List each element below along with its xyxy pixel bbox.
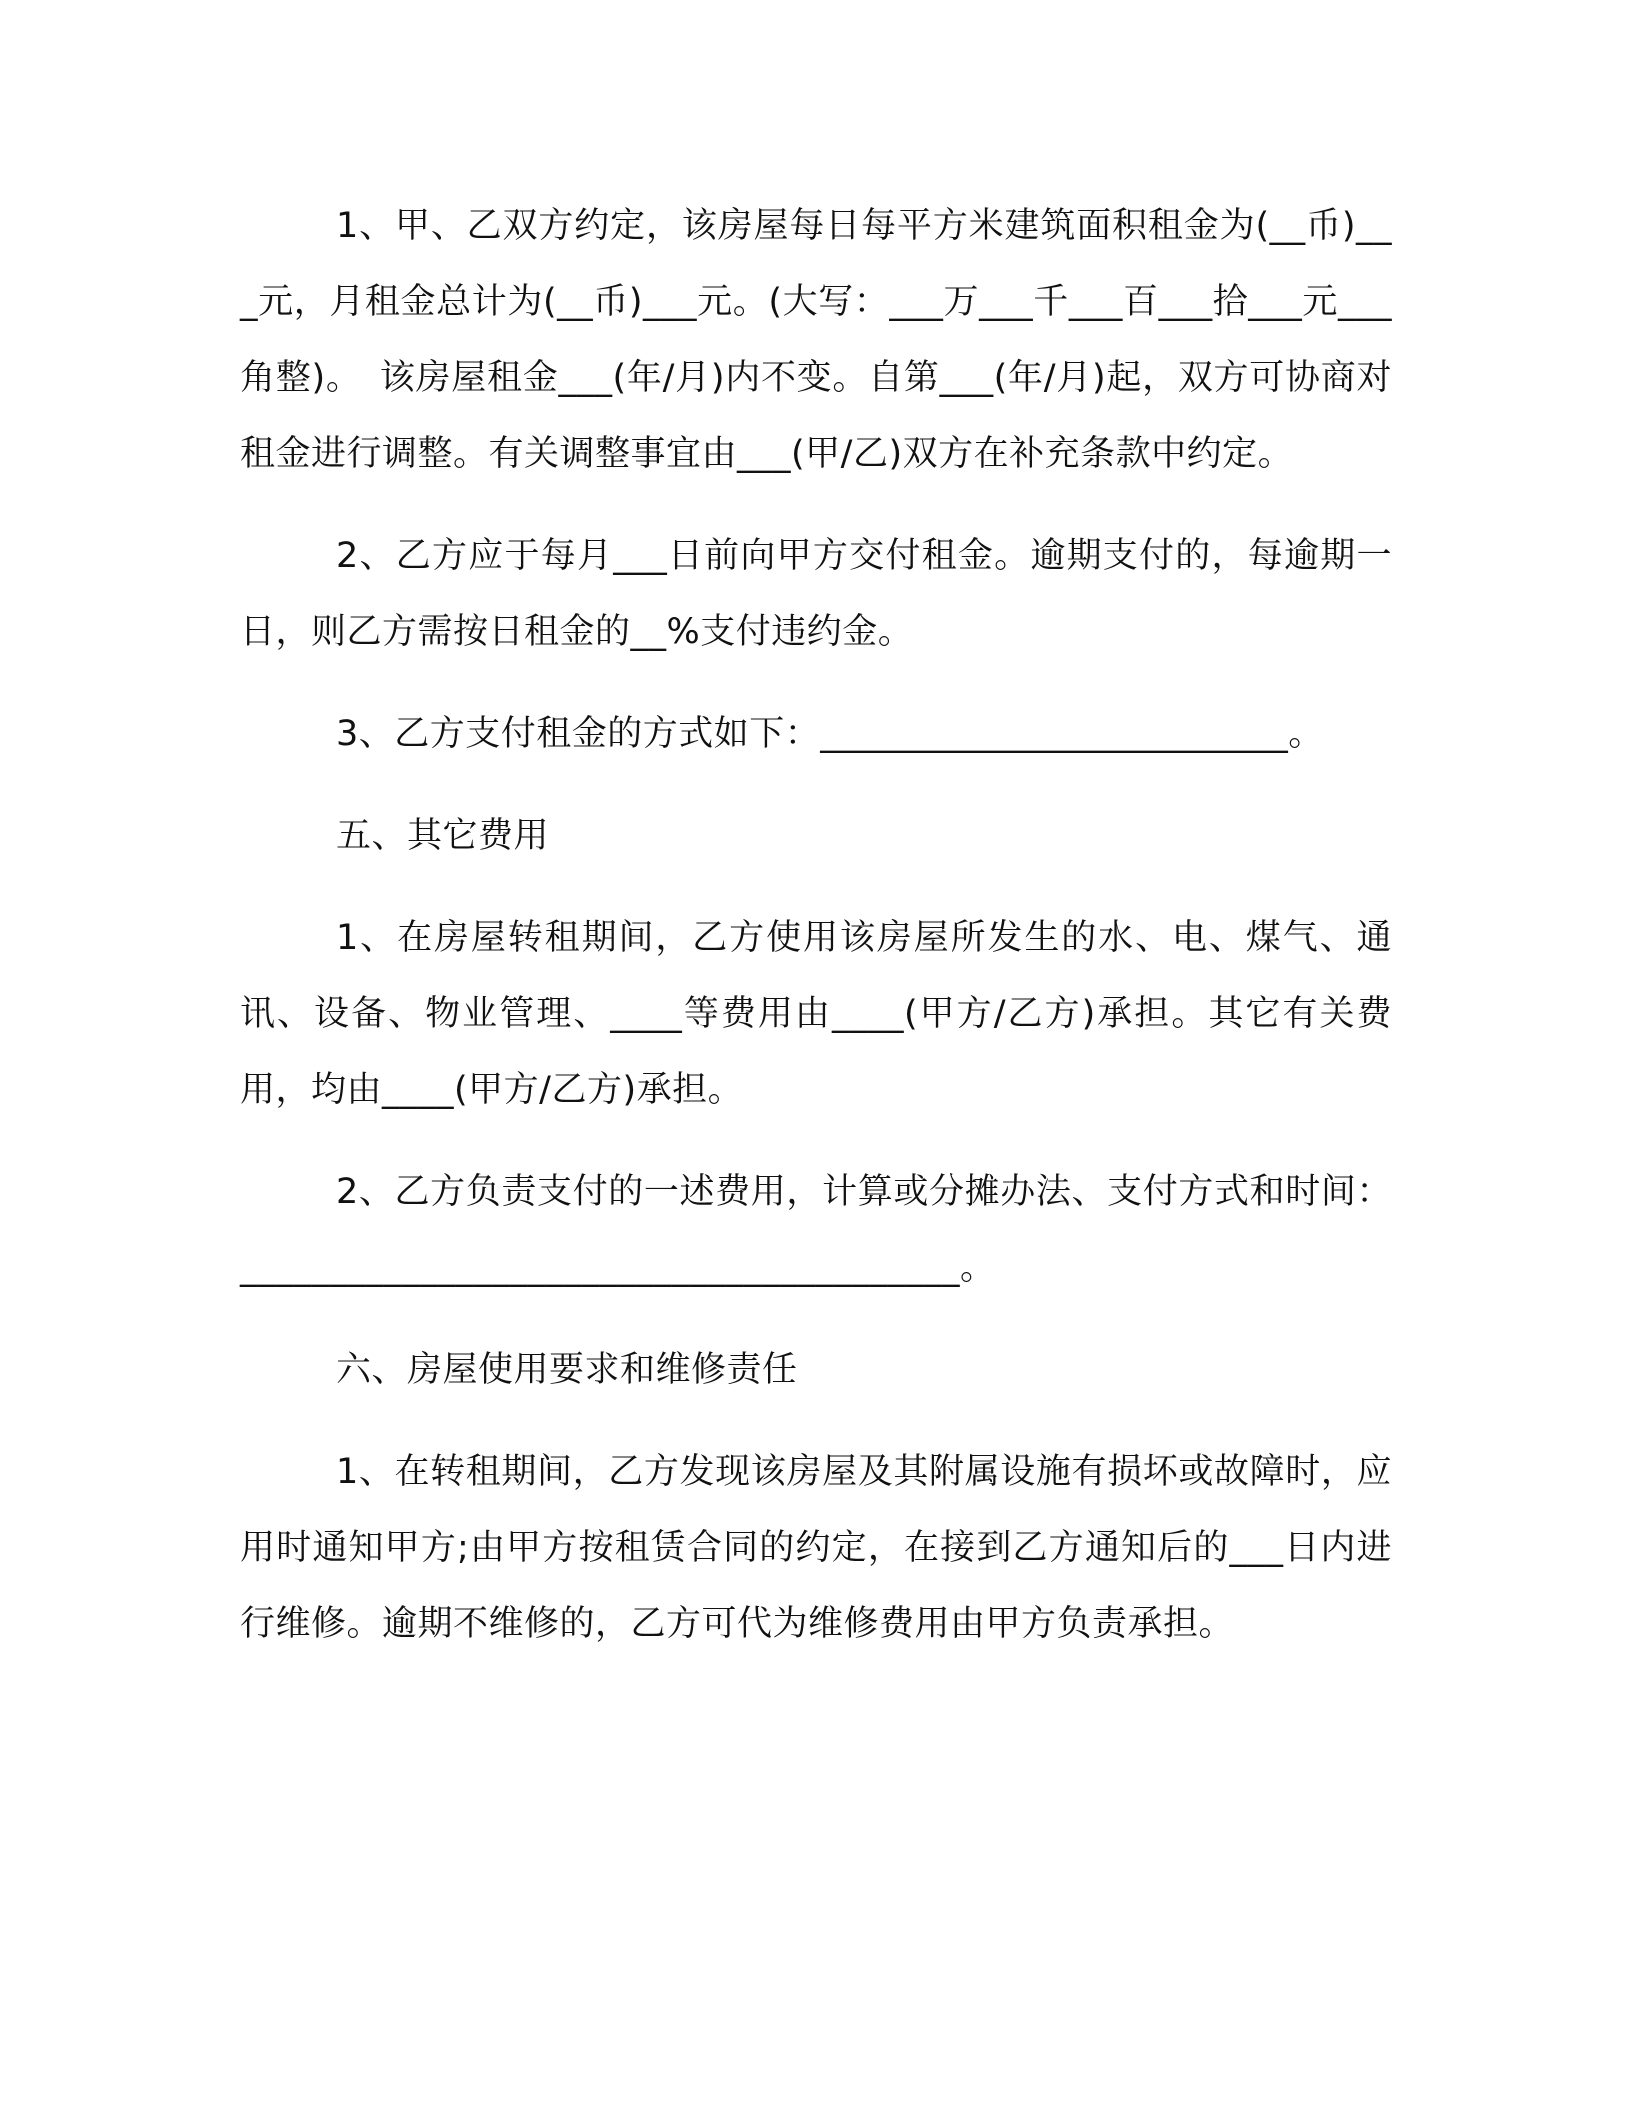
section-heading-usage-maintenance: 六、房屋使用要求和维修责任 xyxy=(336,1350,798,1390)
clause-utility-fees: 1、在房屋转租期间，乙方使用该房屋所发生的水、电、煤气、通讯、设备、物业管理、____等费用由____(甲方/乙方)承担。其它有关费用，均由____(甲方/乙方)承担。 xyxy=(240,918,1392,1110)
clause-fee-calculation: 2、乙方负责支付的一述费用，计算或分摊办法、支付方式和时间：________________________________________。 xyxy=(240,1172,1392,1288)
clause-repair-responsibility: 1、在转租期间，乙方发现该房屋及其附属设施有损坏或故障时，应用时通知甲方;由甲方按租赁合同的约定，在接到乙方通知后的___日内进行维修。逾期不维修的，乙方可代为维修费用由甲方负责承担。 xyxy=(240,1452,1392,1644)
clause-rent-payment-method: 3、乙方支付租金的方式如下：__________________________。 xyxy=(336,714,1324,754)
document-body xyxy=(240,188,1392,1688)
section-heading-other-fees: 五、其它费用 xyxy=(336,816,550,856)
clause-rent-payment-date: 2、乙方应于每月___日前向甲方交付租金。逾期支付的，每逾期一日，则乙方需按日租金的__%支付违约金。 xyxy=(240,536,1392,652)
clause-rent-amount: 1、甲、乙双方约定，该房屋每日每平方米建筑面积租金为(__币)___元，月租金总计为(__币)___元。(大写：___万___千___百___拾___元___角整)。 该房屋租金___(年/月)内不变。自第___(年/月)起，双方可协商对租金进行调整。有关调整事宜由___(甲/乙)双方在补充条款中约定。 xyxy=(240,206,1392,474)
